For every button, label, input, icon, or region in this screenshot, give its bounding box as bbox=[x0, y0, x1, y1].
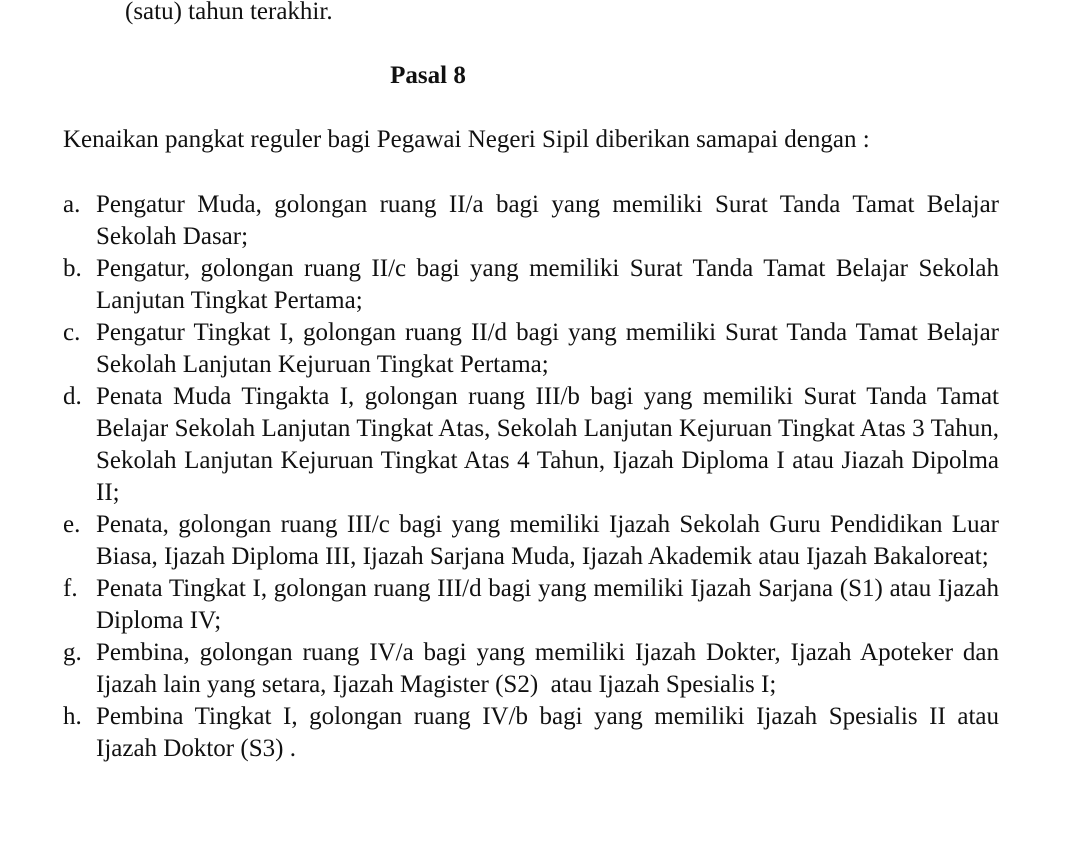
list-marker: g. bbox=[63, 639, 82, 666]
list-item-text: Pembina Tingkat I, golongan ruang IV/b bagi yang memiliki Ijazah Spesialis II atau Ijazah Doktor (S3) . bbox=[96, 703, 1006, 762]
rank-list bbox=[63, 189, 1006, 765]
list-marker: c. bbox=[63, 319, 81, 346]
list-item-e bbox=[63, 509, 1006, 573]
list-item-text: Penata Tingkat I, golongan ruang III/d bagi yang memiliki Ijazah Sarjana (S1) atau Ijazah Diploma IV; bbox=[96, 575, 1006, 634]
list-item-text: Pembina, golongan ruang IV/a bagi yang memiliki Ijazah Dokter, Ijazah Apoteker dan Ijazah lain yang setara, Ijazah Magister (S2) atau Ijazah Spesialis I; bbox=[96, 639, 1006, 698]
list-item-d bbox=[63, 381, 1006, 509]
list-item-h bbox=[63, 701, 1006, 765]
list-item-text: Pengatur, golongan ruang II/c bagi yang memiliki Surat Tanda Tamat Belajar Sekolah Lanjutan Tingkat Pertama; bbox=[96, 255, 1006, 314]
list-item-a bbox=[63, 189, 1006, 253]
list-item-c bbox=[63, 317, 1006, 381]
list-marker: b. bbox=[63, 255, 82, 282]
list-item-text: Pengatur Muda, golongan ruang II/a bagi yang memiliki Surat Tanda Tamat Belajar Sekolah Dasar; bbox=[96, 191, 1006, 250]
article-title: Pasal 8 bbox=[390, 62, 466, 89]
previous-page-text: (satu) tahun terakhir. bbox=[125, 0, 333, 25]
list-marker: h. bbox=[63, 703, 82, 730]
list-marker: a. bbox=[63, 191, 81, 218]
list-item-text: Penata Muda Tingakta I, golongan ruang III/b bagi yang memiliki Surat Tanda Tamat Belajar Sekolah Lanjutan Tingkat Atas, Sekolah Lanjutan Kejuruan Tingkat Atas 3 Tahun, Sekolah Lanjutan Kejuruan Tingkat Atas 4 Tahun, Ijazah Diploma I atau Jiazah Dipolma II; bbox=[96, 383, 1006, 506]
list-marker: f. bbox=[63, 575, 78, 602]
intro-paragraph: Kenaikan pangkat reguler bagi Pegawai Negeri Sipil diberikan samapai dengan : bbox=[63, 126, 870, 153]
list-item-text: Penata, golongan ruang III/c bagi yang memiliki Ijazah Sekolah Guru Pendidikan Luar Biasa, Ijazah Diploma III, Ijazah Sarjana Muda, Ijazah Akademik atau Ijazah Bakaloreat; bbox=[96, 511, 1006, 570]
list-item-g bbox=[63, 637, 1006, 701]
list-item-f bbox=[63, 573, 1006, 637]
list-item-text: Pengatur Tingkat I, golongan ruang II/d bagi yang memiliki Surat Tanda Tamat Belajar Sekolah Lanjutan Kejuruan Tingkat Pertama; bbox=[96, 319, 1006, 378]
list-marker: d. bbox=[63, 383, 82, 410]
list-item-b bbox=[63, 253, 1006, 317]
list-marker: e. bbox=[63, 511, 81, 538]
